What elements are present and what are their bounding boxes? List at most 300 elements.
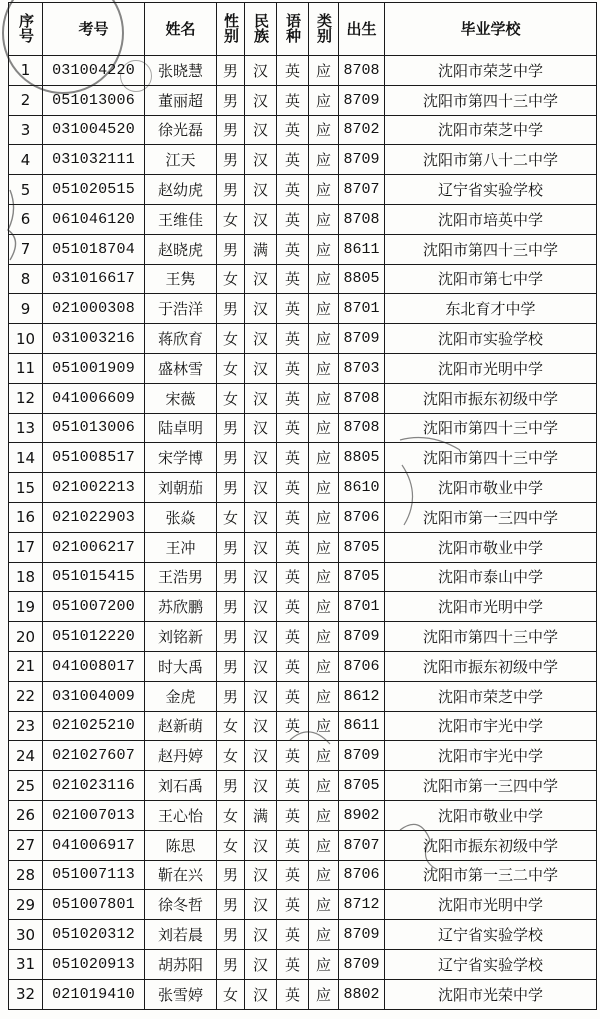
cell-language: 英 [277,711,309,741]
cell-birth: 8708 [339,383,385,413]
cell-ethnicity: 汉 [245,651,277,681]
cell-name: 张雪婷 [145,979,217,1009]
cell-ethnicity: 汉 [245,592,277,622]
cell-name: 时大禹 [145,651,217,681]
cell-birth: 8709 [339,324,385,354]
cell-ethnicity: 汉 [245,473,277,503]
cell-birth: 8805 [339,264,385,294]
cell-seq: 15 [9,473,43,503]
cell-sex: 男 [217,532,245,562]
cell-sex: 男 [217,771,245,801]
table-row [9,800,597,830]
cell-name: 陆卓明 [145,413,217,443]
cell-exam-no: 021025210 [43,711,145,741]
header-ethnicity [245,3,277,56]
cell-school: 沈阳市荣芝中学 [385,681,597,711]
cell-seq: 29 [9,890,43,920]
cell-language: 英 [277,741,309,771]
cell-school: 沈阳市第四十三中学 [385,85,597,115]
cell-category: 应 [309,800,339,830]
cell-exam-no: 051020312 [43,920,145,950]
table-row [9,830,597,860]
cell-birth: 8706 [339,502,385,532]
cell-exam-no: 021023116 [43,771,145,801]
cell-exam-no: 031003216 [43,324,145,354]
cell-ethnicity: 汉 [245,324,277,354]
cell-exam-no: 021007013 [43,800,145,830]
cell-birth: 8709 [339,85,385,115]
cell-category: 应 [309,443,339,473]
cell-seq: 30 [9,920,43,950]
cell-school: 沈阳市振东初级中学 [385,830,597,860]
cell-birth: 8705 [339,562,385,592]
cell-school: 沈阳市荣芝中学 [385,56,597,86]
cell-name: 蒋欣育 [145,324,217,354]
cell-birth: 8802 [339,979,385,1009]
cell-seq: 31 [9,949,43,979]
cell-sex: 男 [217,234,245,264]
cell-sex: 女 [217,383,245,413]
cell-name: 陈思 [145,830,217,860]
cell-school: 沈阳市光荣中学 [385,979,597,1009]
cell-exam-no: 051013006 [43,85,145,115]
cell-school: 沈阳市第四十三中学 [385,413,597,443]
table-row [9,353,597,383]
cell-name: 王心怡 [145,800,217,830]
cell-ethnicity: 汉 [245,711,277,741]
cell-sex: 男 [217,413,245,443]
table-row [9,711,597,741]
cell-category: 应 [309,294,339,324]
cell-name: 张焱 [145,502,217,532]
cell-school: 沈阳市敬业中学 [385,800,597,830]
cell-name: 赵晓虎 [145,234,217,264]
cell-school: 沈阳市振东初级中学 [385,651,597,681]
cell-name: 于浩洋 [145,294,217,324]
cell-language: 英 [277,800,309,830]
cell-seq: 13 [9,413,43,443]
cell-language: 英 [277,920,309,950]
cell-exam-no: 021022903 [43,502,145,532]
table-row [9,562,597,592]
cell-category: 应 [309,949,339,979]
cell-exam-no: 051018704 [43,234,145,264]
cell-school: 辽宁省实验学校 [385,920,597,950]
cell-name: 赵幼虎 [145,175,217,205]
cell-name: 徐光磊 [145,115,217,145]
table-row [9,294,597,324]
cell-sex: 男 [217,592,245,622]
cell-seq: 26 [9,800,43,830]
cell-category: 应 [309,920,339,950]
cell-name: 赵新萌 [145,711,217,741]
cell-category: 应 [309,860,339,890]
cell-language: 英 [277,532,309,562]
cell-category: 应 [309,264,339,294]
cell-category: 应 [309,502,339,532]
cell-exam-no: 021027607 [43,741,145,771]
cell-exam-no: 031032111 [43,145,145,175]
table-row [9,473,597,503]
cell-school: 沈阳市第四十三中学 [385,234,597,264]
cell-sex: 女 [217,353,245,383]
cell-category: 应 [309,771,339,801]
cell-language: 英 [277,830,309,860]
cell-exam-no: 051007200 [43,592,145,622]
cell-language: 英 [277,383,309,413]
table-row [9,592,597,622]
cell-name: 盛林雪 [145,353,217,383]
cell-sex: 男 [217,651,245,681]
cell-seq: 20 [9,622,43,652]
cell-ethnicity: 汉 [245,860,277,890]
cell-birth: 8702 [339,115,385,145]
cell-ethnicity: 汉 [245,383,277,413]
cell-category: 应 [309,651,339,681]
cell-category: 应 [309,353,339,383]
cell-exam-no: 051007801 [43,890,145,920]
cell-category: 应 [309,413,339,443]
cell-category: 应 [309,562,339,592]
cell-name: 江天 [145,145,217,175]
cell-ethnicity: 汉 [245,949,277,979]
cell-category: 应 [309,204,339,234]
cell-birth: 8611 [339,711,385,741]
table-row [9,532,597,562]
cell-exam-no: 031004220 [43,56,145,86]
cell-exam-no: 051012220 [43,622,145,652]
cell-category: 应 [309,234,339,264]
cell-ethnicity: 汉 [245,294,277,324]
cell-language: 英 [277,115,309,145]
cell-sex: 男 [217,145,245,175]
cell-school: 沈阳市敬业中学 [385,532,597,562]
cell-language: 英 [277,204,309,234]
cell-school: 沈阳市敬业中学 [385,473,597,503]
cell-language: 英 [277,562,309,592]
cell-language: 英 [277,860,309,890]
cell-exam-no: 031004520 [43,115,145,145]
cell-name: 赵丹婷 [145,741,217,771]
table-row [9,443,597,473]
cell-exam-no: 051020913 [43,949,145,979]
cell-language: 英 [277,353,309,383]
cell-name: 徐冬哲 [145,890,217,920]
cell-exam-no: 041008017 [43,651,145,681]
cell-ethnicity: 汉 [245,890,277,920]
cell-seq: 7 [9,234,43,264]
cell-ethnicity: 汉 [245,771,277,801]
cell-language: 英 [277,56,309,86]
cell-sex: 女 [217,800,245,830]
cell-name: 宋学博 [145,443,217,473]
cell-exam-no: 051007113 [43,860,145,890]
cell-school: 沈阳市第七中学 [385,264,597,294]
cell-sex: 女 [217,264,245,294]
cell-category: 应 [309,890,339,920]
header-exam-no: 考号 [43,3,145,56]
table-header-row [9,3,597,56]
cell-seq: 21 [9,651,43,681]
table-row [9,771,597,801]
cell-birth: 8708 [339,413,385,443]
cell-school: 辽宁省实验学校 [385,949,597,979]
cell-name: 王维佳 [145,204,217,234]
cell-ethnicity: 汉 [245,115,277,145]
cell-sex: 男 [217,473,245,503]
cell-birth: 8705 [339,532,385,562]
cell-ethnicity: 汉 [245,562,277,592]
cell-ethnicity: 汉 [245,681,277,711]
cell-category: 应 [309,56,339,86]
cell-sex: 男 [217,920,245,950]
header-name: 姓名 [145,3,217,56]
cell-exam-no: 051020515 [43,175,145,205]
cell-category: 应 [309,383,339,413]
cell-birth: 8709 [339,741,385,771]
cell-ethnicity: 汉 [245,920,277,950]
cell-seq: 11 [9,353,43,383]
cell-birth: 8709 [339,622,385,652]
cell-language: 英 [277,443,309,473]
cell-exam-no: 031016617 [43,264,145,294]
cell-school: 沈阳市第八十二中学 [385,145,597,175]
cell-school: 沈阳市荣芝中学 [385,115,597,145]
cell-category: 应 [309,85,339,115]
cell-sex: 男 [217,890,245,920]
cell-seq: 1 [9,56,43,86]
cell-school: 东北育才中学 [385,294,597,324]
cell-ethnicity: 满 [245,234,277,264]
cell-ethnicity: 汉 [245,532,277,562]
header-language [277,3,309,56]
cell-ethnicity: 汉 [245,175,277,205]
cell-name: 苏欣鹏 [145,592,217,622]
cell-category: 应 [309,175,339,205]
cell-ethnicity: 汉 [245,204,277,234]
cell-language: 英 [277,175,309,205]
student-roster-table [8,2,597,1010]
cell-seq: 24 [9,741,43,771]
cell-birth: 8709 [339,949,385,979]
cell-birth: 8611 [339,234,385,264]
table-row [9,741,597,771]
header-ethnicity-label: 民族 [252,12,270,43]
table-row [9,324,597,354]
cell-ethnicity: 汉 [245,145,277,175]
cell-school: 沈阳市第四十三中学 [385,622,597,652]
cell-exam-no: 051015415 [43,562,145,592]
table-row [9,383,597,413]
cell-seq: 6 [9,204,43,234]
cell-exam-no: 021002213 [43,473,145,503]
cell-exam-no: 061046120 [43,204,145,234]
cell-seq: 9 [9,294,43,324]
cell-seq: 27 [9,830,43,860]
cell-category: 应 [309,115,339,145]
table-row [9,860,597,890]
cell-name: 刘石禹 [145,771,217,801]
cell-birth: 8703 [339,353,385,383]
cell-birth: 8612 [339,681,385,711]
cell-category: 应 [309,622,339,652]
cell-sex: 男 [217,622,245,652]
cell-name: 金虎 [145,681,217,711]
header-seq-label: 序号 [17,12,35,43]
header-sex [217,3,245,56]
cell-language: 英 [277,622,309,652]
table-row [9,502,597,532]
table-row [9,681,597,711]
header-category-label: 类别 [315,12,333,43]
cell-ethnicity: 汉 [245,56,277,86]
header-language-label: 语种 [284,12,302,43]
cell-seq: 18 [9,562,43,592]
cell-language: 英 [277,681,309,711]
cell-seq: 10 [9,324,43,354]
cell-name: 张晓慧 [145,56,217,86]
cell-seq: 2 [9,85,43,115]
header-sex-label: 性别 [222,12,240,43]
cell-seq: 28 [9,860,43,890]
cell-exam-no: 041006917 [43,830,145,860]
cell-category: 应 [309,711,339,741]
cell-seq: 5 [9,175,43,205]
cell-sex: 男 [217,949,245,979]
cell-language: 英 [277,592,309,622]
cell-name: 王浩男 [145,562,217,592]
cell-birth: 8902 [339,800,385,830]
cell-ethnicity: 汉 [245,443,277,473]
cell-language: 英 [277,890,309,920]
cell-exam-no: 021006217 [43,532,145,562]
cell-sex: 女 [217,741,245,771]
cell-ethnicity: 汉 [245,502,277,532]
cell-name: 刘若晨 [145,920,217,950]
cell-name: 靳在兴 [145,860,217,890]
cell-birth: 8708 [339,56,385,86]
cell-category: 应 [309,324,339,354]
cell-birth: 8706 [339,860,385,890]
cell-school: 沈阳市光明中学 [385,592,597,622]
cell-sex: 女 [217,502,245,532]
cell-seq: 25 [9,771,43,801]
cell-sex: 男 [217,294,245,324]
cell-exam-no: 051008517 [43,443,145,473]
cell-language: 英 [277,949,309,979]
cell-seq: 32 [9,979,43,1009]
cell-sex: 女 [217,204,245,234]
cell-birth: 8701 [339,592,385,622]
cell-school: 辽宁省实验学校 [385,175,597,205]
table-row [9,204,597,234]
cell-sex: 男 [217,860,245,890]
cell-sex: 女 [217,830,245,860]
cell-seq: 14 [9,443,43,473]
cell-language: 英 [277,413,309,443]
table-body [9,56,597,1010]
cell-category: 应 [309,473,339,503]
cell-seq: 4 [9,145,43,175]
cell-exam-no: 021000308 [43,294,145,324]
table-row [9,413,597,443]
cell-language: 英 [277,145,309,175]
cell-name: 宋薇 [145,383,217,413]
header-school: 毕业学校 [385,3,597,56]
cell-school: 沈阳市宇光中学 [385,741,597,771]
header-birth: 出生 [339,3,385,56]
table-row [9,651,597,681]
cell-ethnicity: 汉 [245,622,277,652]
table-row [9,56,597,86]
cell-exam-no: 051013006 [43,413,145,443]
cell-language: 英 [277,473,309,503]
table-row [9,890,597,920]
cell-sex: 男 [217,681,245,711]
cell-seq: 23 [9,711,43,741]
cell-birth: 8805 [339,443,385,473]
table-row [9,175,597,205]
cell-sex: 女 [217,711,245,741]
cell-category: 应 [309,532,339,562]
header-category [309,3,339,56]
cell-name: 刘朝茄 [145,473,217,503]
cell-sex: 女 [217,324,245,354]
cell-ethnicity: 汉 [245,264,277,294]
cell-language: 英 [277,771,309,801]
table-row [9,979,597,1009]
cell-school: 沈阳市宇光中学 [385,711,597,741]
cell-school: 沈阳市实验学校 [385,324,597,354]
cell-birth: 8708 [339,204,385,234]
cell-seq: 12 [9,383,43,413]
cell-name: 董丽超 [145,85,217,115]
cell-school: 沈阳市第一三四中学 [385,771,597,801]
cell-school: 沈阳市第四十三中学 [385,443,597,473]
cell-school: 沈阳市第一三四中学 [385,502,597,532]
table-row [9,234,597,264]
cell-sex: 男 [217,115,245,145]
cell-category: 应 [309,830,339,860]
cell-category: 应 [309,145,339,175]
cell-exam-no: 031004009 [43,681,145,711]
cell-school: 沈阳市光明中学 [385,353,597,383]
table-row [9,85,597,115]
cell-school: 沈阳市振东初级中学 [385,383,597,413]
cell-language: 英 [277,264,309,294]
cell-sex: 男 [217,85,245,115]
table-row [9,115,597,145]
cell-sex: 女 [217,979,245,1009]
cell-category: 应 [309,681,339,711]
table-row [9,622,597,652]
cell-sex: 男 [217,56,245,86]
cell-school: 沈阳市光明中学 [385,890,597,920]
cell-name: 胡苏阳 [145,949,217,979]
cell-birth: 8709 [339,145,385,175]
cell-sex: 男 [217,175,245,205]
cell-ethnicity: 汉 [245,830,277,860]
cell-language: 英 [277,294,309,324]
cell-ethnicity: 汉 [245,413,277,443]
header-seq [9,3,43,56]
cell-category: 应 [309,592,339,622]
cell-language: 英 [277,234,309,264]
cell-birth: 8707 [339,830,385,860]
cell-exam-no: 021019410 [43,979,145,1009]
cell-school: 沈阳市培英中学 [385,204,597,234]
table-row [9,920,597,950]
